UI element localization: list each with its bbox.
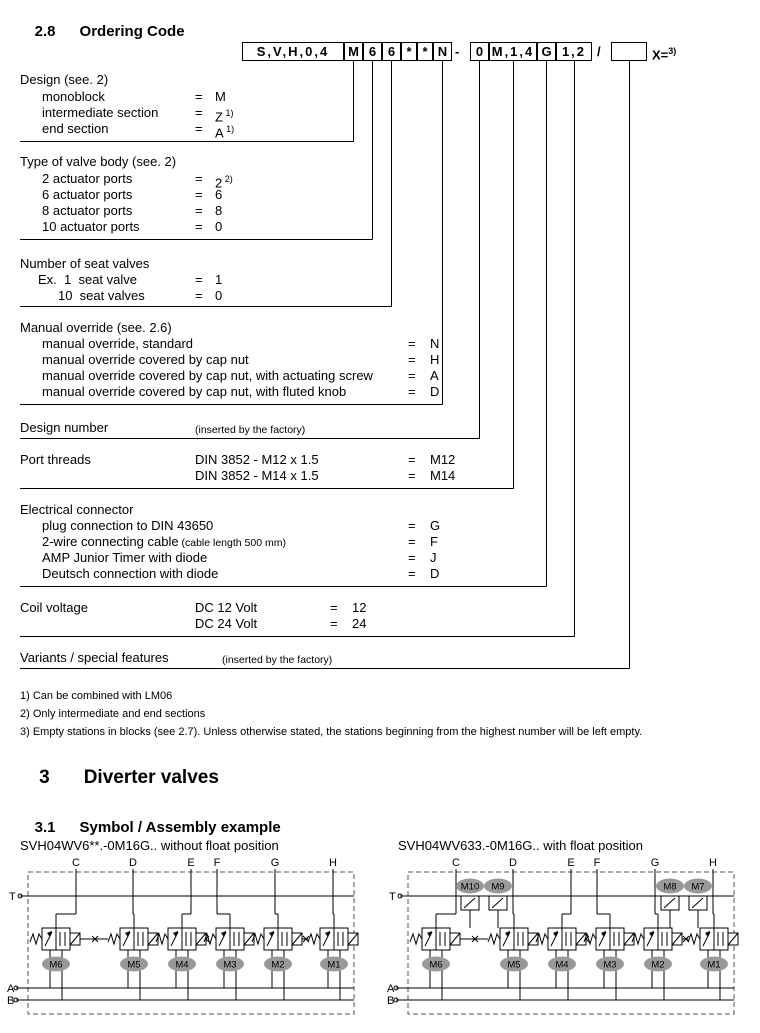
row-code-value-text: 12 <box>352 600 367 615</box>
row-code-value-text: 8 <box>215 203 223 218</box>
station-badge-label: M5 <box>127 959 141 971</box>
row-label <box>42 171 132 187</box>
row-label-text: 2-wire connecting cable <box>42 534 179 549</box>
row-code-value <box>215 203 222 219</box>
row-code-value-text: J <box>430 550 437 565</box>
code-suffix <box>652 42 676 64</box>
row-code-value-text: M14 <box>430 468 456 483</box>
station-badge-label: M8 <box>663 881 677 893</box>
row-spec-text: DIN 3852 - M14 x 1.5 <box>195 468 319 483</box>
row-equals: = <box>408 336 416 351</box>
row-label-text: manual override covered by cap nut, with fluted knob <box>42 384 347 399</box>
code-box-5: * <box>417 42 433 61</box>
diagram-label: H <box>709 857 717 869</box>
code-separator-dash: - <box>455 44 460 59</box>
spec-section-title-8: Variants / special features <box>20 650 169 665</box>
row-code-value-text: A <box>215 125 224 141</box>
row-label <box>42 384 346 400</box>
chapter-title: Diverter valves <box>83 767 219 788</box>
row-label <box>42 187 132 203</box>
row-code-value <box>430 468 455 484</box>
row-label <box>42 105 158 121</box>
spec-section-title-1: Type of valve body (see. 2) <box>20 154 177 169</box>
station-badge-label: M6 <box>429 959 443 971</box>
row-label <box>42 121 109 137</box>
code-box-6: N <box>433 42 452 61</box>
spring-symbol <box>308 934 320 944</box>
row-footnote-ref: 1) <box>223 124 235 134</box>
row-equals: = <box>408 468 416 483</box>
row-label-text: 10 actuator ports <box>42 219 140 234</box>
code-box-4: * <box>401 42 417 61</box>
subsection-number: 3.1 <box>34 819 56 836</box>
spring-symbol <box>108 934 120 944</box>
row-label-text: intermediate section <box>42 105 159 120</box>
row-equals: = <box>195 203 203 218</box>
code-box-0: S,V,H,0,4 <box>242 42 344 61</box>
row-code-value-text: D <box>430 566 440 581</box>
row-footnote-ref: 1) <box>222 108 234 118</box>
code-box-2: 6 <box>363 42 382 61</box>
row-spec-text: DIN 3852 - M12 x 1.5 <box>195 452 319 467</box>
row-code-value-text: 6 <box>215 187 223 202</box>
diagram-label: A <box>7 983 15 995</box>
row-label-text: manual override covered by cap nut <box>42 352 249 367</box>
row-label <box>42 550 207 566</box>
row-code-value-text: M <box>215 89 226 104</box>
row-label-text: 2 actuator ports <box>42 171 133 186</box>
row-label-text: Ex. 1 seat valve <box>38 272 137 287</box>
diagram-label: T <box>389 891 396 903</box>
row-equals: = <box>195 89 203 104</box>
section-number: 2.8 <box>34 23 56 40</box>
row-code-value <box>352 616 366 632</box>
row-label <box>42 518 213 534</box>
code-box-11 <box>611 42 647 61</box>
code-box-9: G <box>537 42 556 61</box>
row-label-text: end section <box>42 121 109 136</box>
station-badge-label: M5 <box>507 959 521 971</box>
row-code-value <box>215 219 222 235</box>
diagram-label: C <box>452 857 460 869</box>
spec-section-title-4: Design number <box>20 420 109 435</box>
spec-section-title-2: Number of seat valves <box>20 256 150 271</box>
station-badge-label: M1 <box>707 959 721 971</box>
row-label <box>42 219 140 235</box>
diagram-label: G <box>270 857 280 869</box>
row-label-text: 8 actuator ports <box>42 203 133 218</box>
row-label <box>42 203 132 219</box>
row-equals: = <box>408 534 416 549</box>
row-code-value <box>430 352 439 368</box>
row-code-value-text: D <box>430 384 440 399</box>
diagram-label: T <box>9 891 16 903</box>
row-code-value <box>430 368 439 384</box>
row-equals: = <box>330 616 338 631</box>
diagram-label: A <box>387 983 395 995</box>
row-equals: = <box>195 171 203 186</box>
spring-symbol <box>30 934 42 944</box>
chapter-heading <box>18 754 219 802</box>
diagram-label: G <box>650 857 660 869</box>
row-code-value <box>215 89 226 105</box>
row-code-value-text: N <box>430 336 440 351</box>
station-badge-label: M9 <box>491 881 505 893</box>
row-code-value-text: Z <box>215 109 223 125</box>
spring-symbol <box>488 934 500 944</box>
footnote-1: 1) Can be combined with LM06 <box>20 690 173 702</box>
row-label-text: Deutsch connection with diode <box>42 566 219 581</box>
code-suffix-footnote-ref: 3) <box>668 46 677 56</box>
row-label <box>38 272 137 288</box>
row-code-value <box>215 187 222 203</box>
row-label <box>42 534 286 551</box>
row-label-note: (cable length 500 mm) <box>178 537 286 549</box>
diagram-label: B <box>387 995 395 1007</box>
station-badge-label: M7 <box>691 881 705 893</box>
row-equals: = <box>195 219 203 234</box>
row-code-value-text: G <box>430 518 441 533</box>
row-equals: = <box>408 566 416 581</box>
row-code-value-text: A <box>430 368 439 383</box>
station-badge-label: M3 <box>223 959 237 971</box>
row-equals: = <box>408 352 416 367</box>
spring-symbol <box>688 934 700 944</box>
row-code-value <box>430 518 440 534</box>
row-label-text: manual override covered by cap nut, with actuating screw <box>42 368 373 383</box>
row-label <box>42 352 249 368</box>
spec-section-title-6: Electrical connector <box>20 502 134 517</box>
page-title: Ordering Code <box>79 23 185 40</box>
diagram-caption-left: SVH04WV6**.-0M16G.. without float position <box>20 838 279 853</box>
diagram-label: F <box>593 857 601 869</box>
diagram-label: E <box>187 857 195 869</box>
diagram-label: E <box>567 857 575 869</box>
row-code-value <box>430 384 439 400</box>
row-equals: = <box>408 384 416 399</box>
row-code-value <box>352 600 366 616</box>
row-code-value <box>430 550 437 566</box>
row-code-value <box>215 288 222 304</box>
code-box-1: M <box>344 42 363 61</box>
chapter-number: 3 <box>39 767 50 788</box>
row-code-value <box>430 534 438 550</box>
station-badge-label: M4 <box>175 959 189 971</box>
row-equals: = <box>195 272 203 287</box>
code-box-10: 1,2 <box>556 42 592 61</box>
row-code-value <box>430 336 439 352</box>
row-code-value <box>215 272 222 288</box>
row-code-value-text: 2 <box>215 175 223 191</box>
spec-section-title-7: Coil voltage <box>20 600 88 615</box>
station-badge-label: M2 <box>271 959 285 971</box>
row-label <box>42 566 218 582</box>
row-code-value-text: F <box>430 534 438 549</box>
row-code-value <box>430 452 455 468</box>
row-code-value-text: 0 <box>215 288 223 303</box>
diagram-label: D <box>129 857 137 869</box>
subsection-title: Symbol / Assembly example <box>79 819 281 836</box>
spec-section-title-3: Manual override (see. 2.6) <box>20 320 172 335</box>
row-label-text: AMP Junior Timer with diode <box>42 550 208 565</box>
row-equals: = <box>330 600 338 615</box>
row-equals: = <box>195 288 203 303</box>
row-label-text: manual override, standard <box>42 336 194 351</box>
station-badge-label: M10 <box>460 881 480 893</box>
row-label <box>42 336 193 352</box>
row-equals: = <box>408 368 416 383</box>
station-badge-label: M4 <box>555 959 569 971</box>
diagram-label: D <box>509 857 517 869</box>
diagram-label: F <box>213 857 221 869</box>
section-heading <box>18 8 185 56</box>
hydraulic-schematic <box>386 854 746 1026</box>
row-label-text: plug connection to DIN 43650 <box>42 518 214 533</box>
row-label-text: monoblock <box>42 89 105 104</box>
code-box-8: M,1,4 <box>489 42 537 61</box>
spec-section-title-5: Port threads <box>20 452 91 467</box>
row-spec-text: DC 12 Volt <box>195 600 258 615</box>
spring-symbol <box>410 934 422 944</box>
row-equals: = <box>195 105 203 120</box>
schematic-without-float-position <box>6 854 376 1026</box>
row-equals: = <box>195 187 203 202</box>
row-footnote-ref: 2) <box>222 174 233 184</box>
row-label <box>58 288 145 304</box>
row-label-text: 10 seat valves <box>58 288 145 303</box>
row-code-value-text: 24 <box>352 616 367 631</box>
code-separator-slash: / <box>597 44 601 59</box>
row-code-value-text: 0 <box>215 219 223 234</box>
row-code-value-text: 1 <box>215 272 223 287</box>
diagram-label: B <box>7 995 15 1007</box>
station-badge-label: M1 <box>327 959 341 971</box>
row-equals: = <box>408 452 416 467</box>
code-suffix-text: X= <box>652 47 669 63</box>
row-label <box>42 368 373 384</box>
diagram-label: C <box>72 857 80 869</box>
footnote-3: 3) Empty stations in blocks (see 2.7). Unless otherwise stated, the stations beginning from the highest number will be left empty. <box>20 726 643 738</box>
row-equals: = <box>408 550 416 565</box>
row-spec-text: DC 24 Volt <box>195 616 258 631</box>
station-badge-label: M3 <box>603 959 617 971</box>
row-code-value-text: H <box>430 352 440 367</box>
spec-section-title-0: Design (see. 2) <box>20 72 109 87</box>
code-box-3: 6 <box>382 42 401 61</box>
diagram-caption-right: SVH04WV633.-0M16G.. with float position <box>398 838 643 853</box>
diagram-label: H <box>329 857 337 869</box>
row-code-value <box>430 566 439 582</box>
station-badge-label: M6 <box>49 959 63 971</box>
station-badge-label: M2 <box>651 959 665 971</box>
row-label <box>42 89 105 105</box>
row-code-value-text: M12 <box>430 452 456 467</box>
row-equals: = <box>195 121 203 136</box>
row-equals: = <box>408 518 416 533</box>
factory-note-4: (inserted by the factory) <box>195 424 306 436</box>
code-box-7: 0 <box>470 42 489 61</box>
hydraulic-schematic <box>6 854 366 1026</box>
footnote-2: 2) Only intermediate and end sections <box>20 708 206 720</box>
row-label-text: 6 actuator ports <box>42 187 133 202</box>
row-code-value <box>215 121 234 141</box>
schematic-with-float-position <box>386 854 756 1026</box>
factory-note-8: (inserted by the factory) <box>222 654 333 666</box>
